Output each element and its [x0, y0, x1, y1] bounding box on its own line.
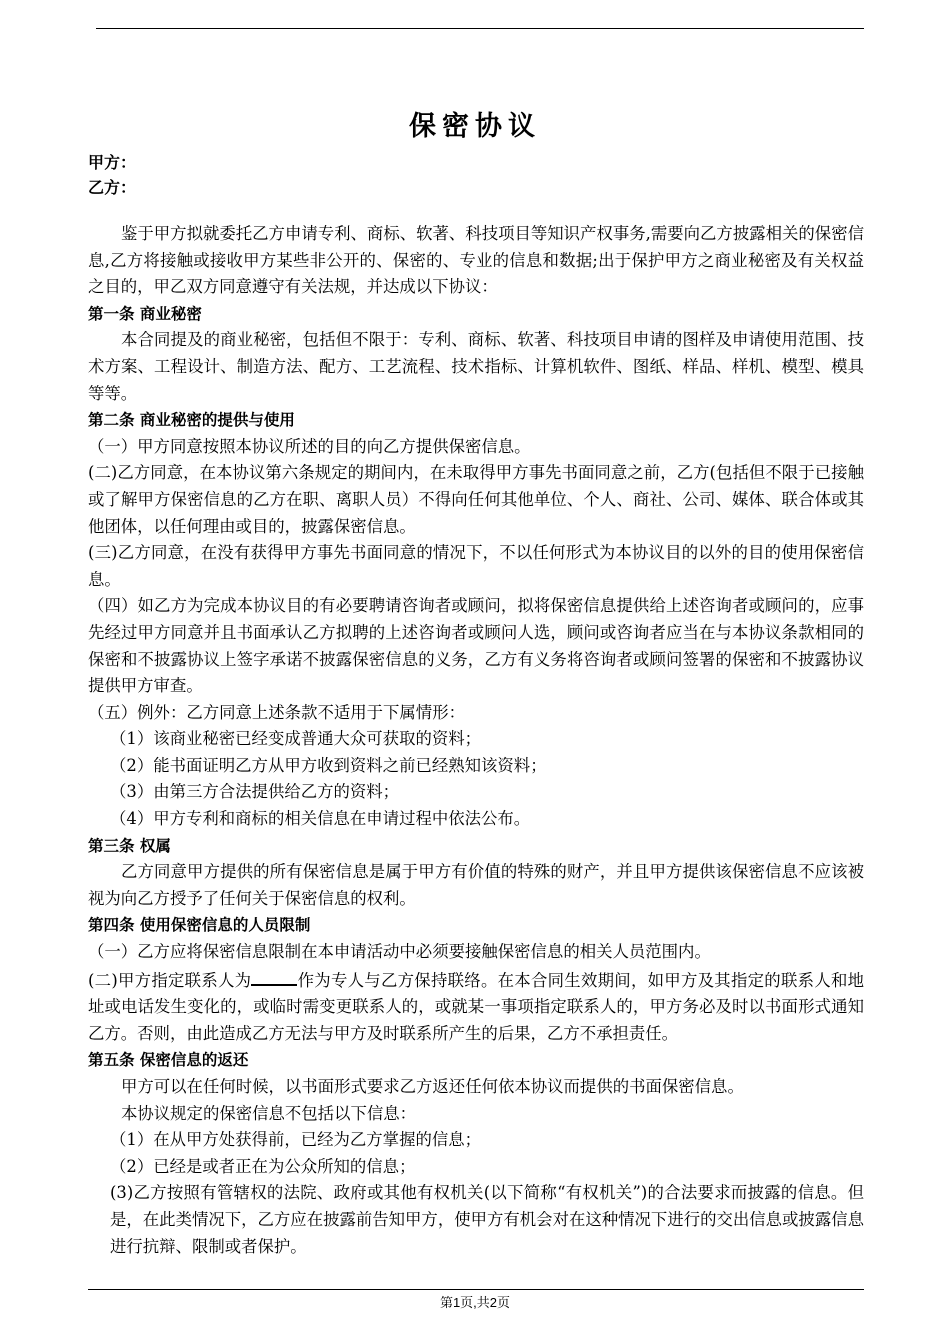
article-2-clause-3: (三)乙方同意，在没有获得甲方事先书面同意的情况下，不以任何形式为本协议目的以外的目的使用保密信息。: [88, 543, 864, 589]
agreement-body: [88, 221, 864, 1260]
article-4-clause-2-start: (二)甲方指定联系人为: [88, 970, 252, 990]
page-number: 第1页,共2页: [439, 1295, 511, 1310]
article-2-clause-4: （四）如乙方为完成本协议目的有必要聘请咨询者或顾问，拟将保密信息提供给上述咨询者或顾问的，应事先经过甲方同意并且书面承认乙方拟聘的上述咨询者或顾问人选，顾问或咨询者应当在与本协议条款相同的保密和不披露协议上签字承诺不披露保密信息的义务，乙方有义务将咨询者或顾问签署的保密和不披露协议提供甲方审查。: [88, 596, 864, 696]
article-3-heading: 第三条 权属: [88, 836, 171, 855]
article-1-body: 本合同提及的商业秘密，包括但不限于：专利、商标、软著、科技项目申请的图样及申请使用范围、技术方案、工程设计、制造方法、配方、工艺流程、技术指标、计算机软件、图纸、样品、样机、模型、模具等等。: [88, 330, 864, 403]
article-2-clause-2: (二)乙方同意，在本协议第六条规定的期间内，在未取得甲方事先书面同意之前，乙方(包括但不限于已接触或了解甲方保密信息的乙方在职、离职人员）不得向任何其他单位、个人、商社、公司、媒体、联合体或其他团体，以任何理由或目的，披露保密信息。: [88, 463, 864, 536]
header-rule: [96, 28, 864, 29]
contact-person-blank: [251, 966, 297, 986]
article-4-clause-2-rest: 作为专人与乙方保持联络。在本合同生效期间，如甲方及其指定的联系人和地址或电话发生变化的，或临时需变更联系人的，或就某一事项指定联系人的，甲方务必及时以书面形式通知乙方。否则，由此造成乙方无法与甲方及时联系所产生的后果，乙方不承担责任。: [88, 970, 864, 1043]
article-5-para-2: 本协议规定的保密信息不包括以下信息：: [121, 1103, 417, 1123]
article-2-heading: 第二条 商业秘密的提供与使用: [88, 411, 295, 430]
article-4-heading: 第四条 使用保密信息的人员限制: [88, 916, 311, 935]
excluded-info-item: (3)乙方按照有管辖权的法院、政府或其他有权机关(以下简称“有权机关”)的合法要求而披露的信息。但是，在此类情况下，乙方应在披露前告知甲方，使甲方有机会对在这种情况下进行的交出信息或披露信息进行抗辩、限制或者保护。: [110, 1183, 864, 1256]
excluded-info-item: （2）已经是或者正在为公众所知的信息；: [110, 1156, 416, 1176]
intro-paragraph: 鉴于甲方拟就委托乙方申请专利、商标、软著、科技项目等知识产权事务,需要向乙方披露相关的保密信息,乙方将接触或接收甲方某些非公开的、保密的、专业的信息和数据;出于保护甲方之商业秘密及有关权益之目的，甲乙双方同意遵守有关法规，并达成以下协议：: [88, 224, 864, 297]
exception-item: （4）甲方专利和商标的相关信息在申请过程中依法公布。: [110, 809, 531, 829]
footer-rule: [88, 1289, 864, 1290]
exception-item: （3）由第三方合法提供给乙方的资料；: [110, 782, 400, 802]
article-5-para-1: 甲方可以在任何时候，以书面形式要求乙方返还任何依本协议而提供的书面保密信息。: [121, 1077, 744, 1096]
article-4-clause-2: [88, 966, 864, 1048]
article-3-body: 乙方同意甲方提供的所有保密信息是属于甲方有价值的特殊的财产，并且甲方提供该保密信息不应该被视为向乙方授予了任何关于保密信息的权利。: [88, 862, 864, 908]
article-1-heading: 第一条 商业秘密: [88, 304, 202, 323]
party-a-label: 甲方：: [88, 153, 137, 172]
excluded-info-item: （1）在从甲方处获得前，已经为乙方掌握的信息；: [110, 1130, 482, 1150]
article-4-clause-1: （一）乙方应将保密信息限制在本申请活动中必须要接触保密信息的相关人员范围内。: [88, 942, 711, 962]
article-2-clause-1: （一）甲方同意按照本协议所述的目的向乙方提供保密信息。: [88, 436, 531, 456]
page-title: 保密协议: [409, 111, 541, 142]
article-2-clause-5: （五）例外：乙方同意上述条款不适用于下属情形：: [88, 702, 465, 722]
article-5-heading: 第五条 保密信息的返还: [88, 1051, 249, 1070]
party-b-label: 乙方：: [88, 178, 137, 197]
exception-item: （1）该商业秘密已经变成普通大众可获取的资料；: [110, 729, 482, 749]
exception-item: （2）能书面证明乙方从甲方收到资料之前已经熟知该资料；: [110, 755, 547, 775]
